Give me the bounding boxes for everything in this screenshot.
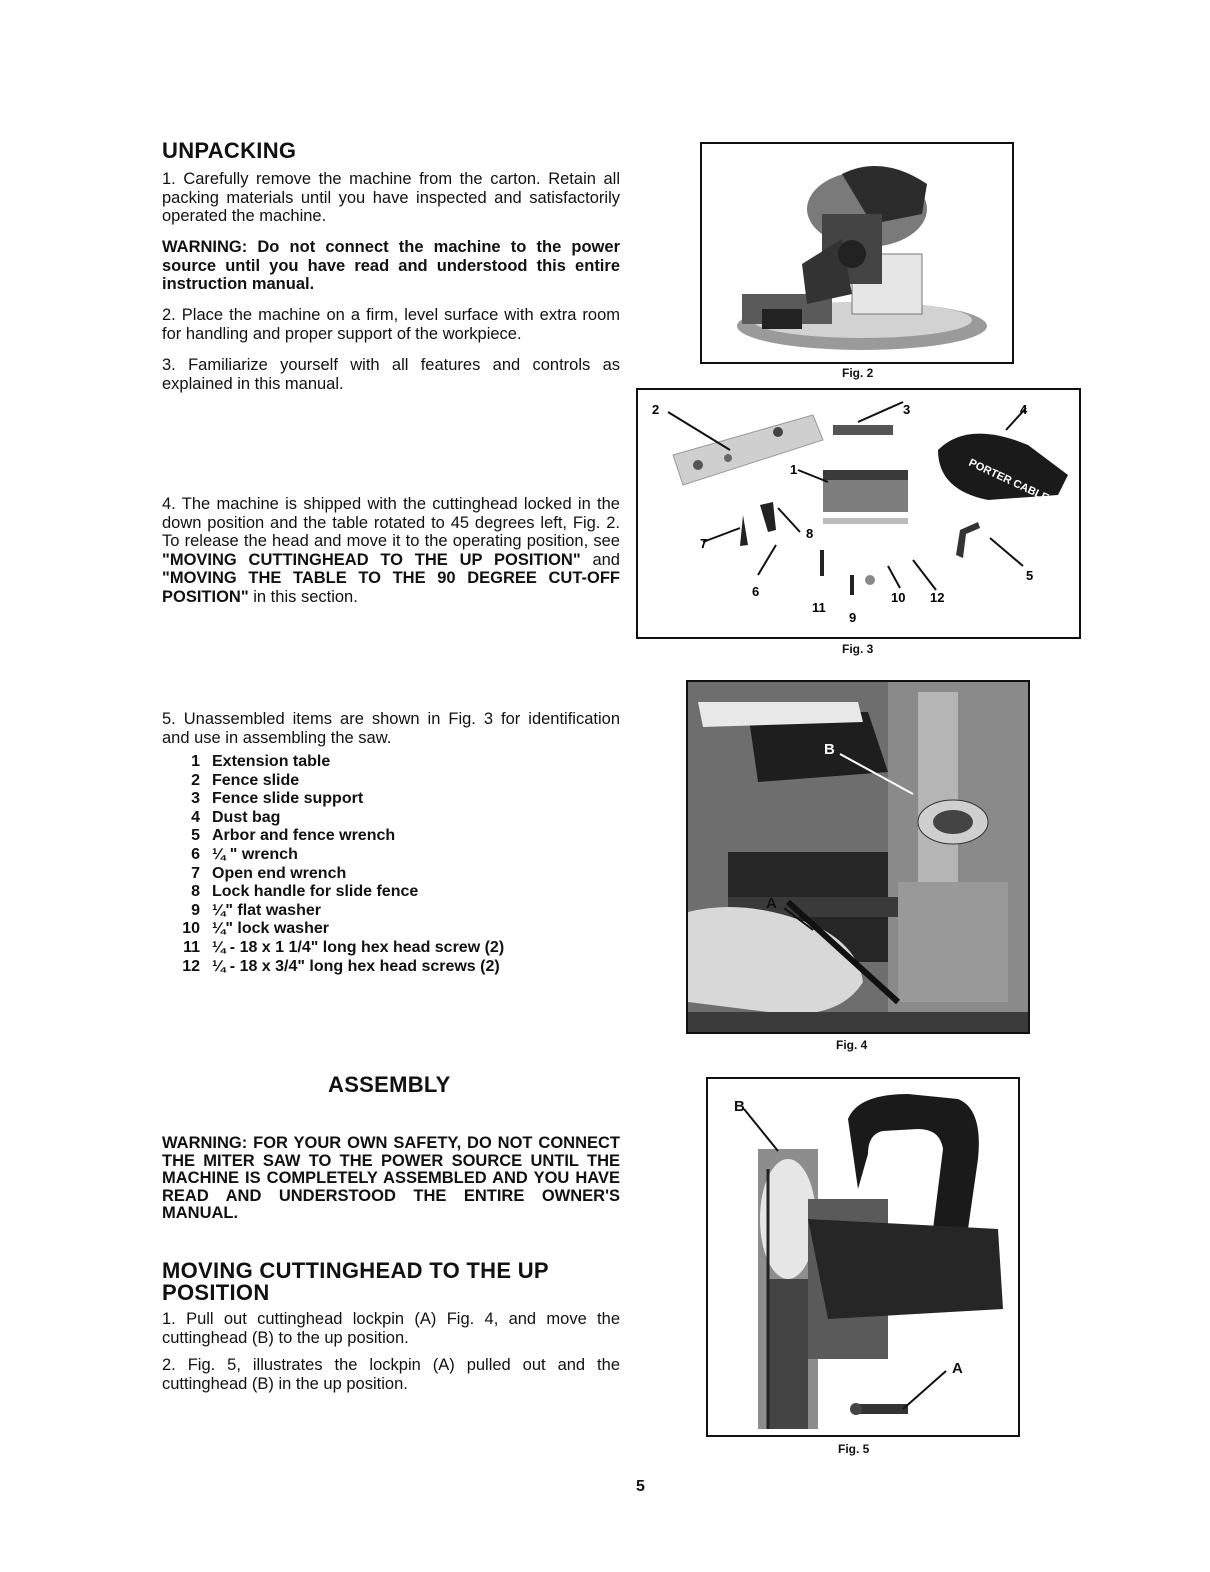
moving-step-2: 2. Fig. 5, illustrates the lockpin (A) pulled out and the cuttinghead (B) in the up position. [162,1356,620,1393]
fig3-callout-10: 10 [891,590,906,605]
moving-step-1: 1. Pull out cuttinghead lockpin (A) Fig. 4, and move the cuttinghead (B) to the up position. [162,1310,620,1347]
parts-list-number: 3 [191,790,200,808]
fig3-callout-5: 5 [1026,568,1034,583]
parts-list-number: 6 [191,845,200,863]
fig4-photo [686,680,1030,1034]
parts-list-number: 8 [191,883,200,901]
unpacking-heading: UNPACKING [162,138,297,163]
fig4-callout-a: A [766,895,777,912]
parts-list-number: 11 [183,938,200,956]
lockpin-photo-illustration [688,682,1028,1032]
parts-list-label: Extension table [212,753,331,770]
parts-list-item [160,772,630,791]
parts-list-label: ¼ - 18 x 1 1/4" long hex head screw (2) [212,938,505,956]
page-number: 5 [636,1478,645,1495]
dust-bag-logo: PORTER CABLE [966,456,1051,505]
parts-list-label: ¼ - 18 x 3/4" long hex head screws (2) [212,957,500,975]
fig2-photo [700,142,1014,364]
unpacking-step-2: 2. Place the machine on a firm, level surface with extra room for handling and proper support of the workpiece. [162,306,620,343]
unpacking-step-4: 4. The machine is shipped with the cuttinghead locked in the down position and the table rotated to 45 degrees left, Fig. 2. To release the head and move it to the operating position, see "MOVING CUTTINGHEAD TO THE UP POSITION" and "MOVING THE TABLE TO THE 90 DEGREE CUT-OFF POSITION" in this section. [162,495,620,606]
fig4-callout-b: B [824,741,835,758]
fig5-photo [706,1077,1020,1437]
fig5-caption: Fig. 5 [838,1442,870,1456]
fig3-callout-12: 12 [930,590,945,605]
parts-list-item [160,939,630,958]
fig3-caption: Fig. 3 [842,642,874,656]
parts-list-label: Fence slide [212,771,300,789]
unpacking-step-5: 5. Unassembled items are shown in Fig. 3 for identification and use in assembling the saw. [162,710,620,747]
fig3-callout-4: 4 [1020,402,1028,417]
parts-list-number: 2 [191,771,200,789]
assembly-warning: WARNING: FOR YOUR OWN SAFETY, DO NOT CONNECT THE MITER SAW TO THE POWER SOURCE UNTIL THE MACHINE IS COMPLETELY ASSEMBLED AND YOU HAVE READ AND UNDERSTOOD THE ENTIRE OWNER'S MANUAL. [162,1134,620,1222]
parts-list-label: Open end wrench [212,864,347,882]
fig3-callout-8: 8 [806,526,814,541]
parts-list-item [160,827,630,846]
fig2-caption: Fig. 2 [842,366,874,380]
parts-list-label: ¼ " wrench [212,845,298,863]
parts-list-number: 1 [191,753,200,770]
moving-cuttinghead-heading: MOVING CUTTINGHEAD TO THE UP POSITION [162,1258,549,1305]
parts-list-label: Lock handle for slide fence [212,883,419,901]
parts-list-label: ¼" lock washer [212,920,329,938]
parts-list-number: 12 [182,957,200,975]
parts-list-item [160,809,630,828]
parts-list-item [160,790,630,809]
cuttinghead-up-illustration [708,1079,1018,1435]
fig3-callout-7: 7 [700,536,708,551]
parts-list-number: 4 [191,808,200,826]
parts-list-label: Arbor and fence wrench [212,827,396,845]
parts-list-item [160,753,630,772]
parts-list-item [160,958,630,977]
fig3-callout-9: 9 [849,610,857,625]
fig5-callout-a: A [952,1360,963,1377]
parts-list [160,753,630,976]
parts-list-label: Dust bag [212,808,281,826]
parts-list-item [160,865,630,884]
parts-list-item [160,846,630,865]
fig5-callout-b: B [734,1098,745,1115]
fig3-photo [636,388,1081,639]
fig4-caption: Fig. 4 [836,1038,868,1052]
assembly-heading: ASSEMBLY [328,1072,451,1097]
parts-illustration [638,390,1079,637]
parts-list-item [160,902,630,921]
fig3-callout-6: 6 [752,584,760,599]
parts-list-item [160,883,630,902]
fig3-callout-11: 11 [812,600,826,615]
parts-list-item [160,920,630,939]
miter-saw-illustration [702,144,1012,362]
unpacking-warning: WARNING: Do not connect the machine to the power source until you have read and understood this entire instruction manual. [162,238,620,293]
parts-list-number: 7 [191,864,200,882]
parts-list-number: 10 [182,920,200,938]
fig3-callout-1: 1 [790,462,798,477]
parts-list-label: ¼" flat washer [212,901,321,919]
parts-list-number: 9 [191,901,200,919]
parts-list-number: 5 [191,827,200,845]
parts-list-label: Fence slide support [212,790,364,808]
fig3-callout-3: 3 [903,402,911,417]
unpacking-step-3: 3. Familiarize yourself with all features and controls as explained in this manual. [162,356,620,393]
unpacking-step-1: 1. Carefully remove the machine from the carton. Retain all packing materials until you have inspected and satisfactorily operated the machine. [162,170,620,225]
fig3-callout-2: 2 [652,402,660,417]
